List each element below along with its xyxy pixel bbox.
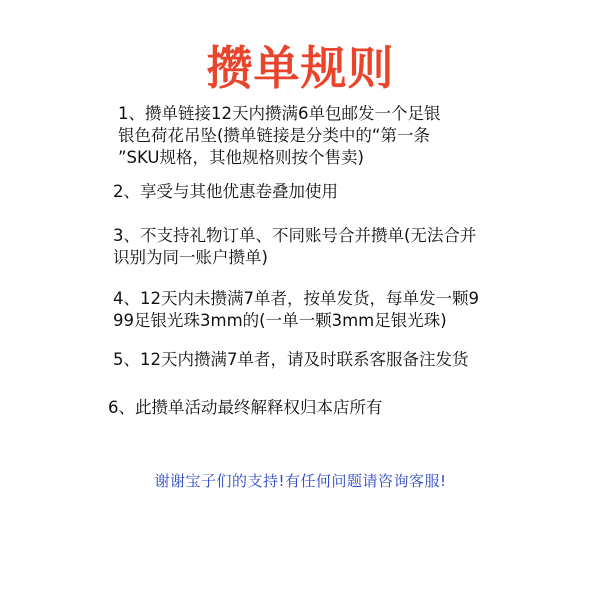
rule-4 [113, 288, 479, 332]
rule-1-line-3: ”SKU规格，其他规格则按个售卖) [118, 148, 364, 167]
rule-1-line-2: 银色荷花吊坠(攒单链接是分类中的“第一条 [118, 126, 430, 145]
rule-2 [113, 181, 338, 203]
rule-3 [113, 225, 476, 269]
rule-4-line-2: 99足银光珠3mm的(一单一颗3mm足银光珠) [113, 311, 447, 330]
page-title: 攒单规则 [206, 41, 395, 95]
rule-1 [118, 103, 441, 169]
rule-5 [113, 349, 469, 371]
rule-3-line-2: 识别为同一账户攒单) [113, 248, 268, 267]
rule-5-line-1: 5、12天内攒满7单者，请及时联系客服备注发货 [113, 350, 469, 369]
thanks-message: 谢谢宝子们的支持!有任何问题请咨询客服! [154, 472, 447, 490]
rule-2-line-1: 2、享受与其他优惠卷叠加使用 [113, 182, 338, 201]
rule-3-line-1: 3、不支持礼物订单、不同账号合并攒单(无法合并 [113, 226, 477, 245]
rule-6 [108, 397, 383, 419]
rule-1-line-1: 1、攒单链接12天内攒满6单包邮发一个足银 [118, 104, 441, 123]
rule-4-line-1: 4、12天内未攒满7单者，按单发货，每单发一颗9 [113, 289, 479, 308]
rule-6-line-1: 6、此攒单活动最终解释权归本店所有 [108, 398, 383, 417]
